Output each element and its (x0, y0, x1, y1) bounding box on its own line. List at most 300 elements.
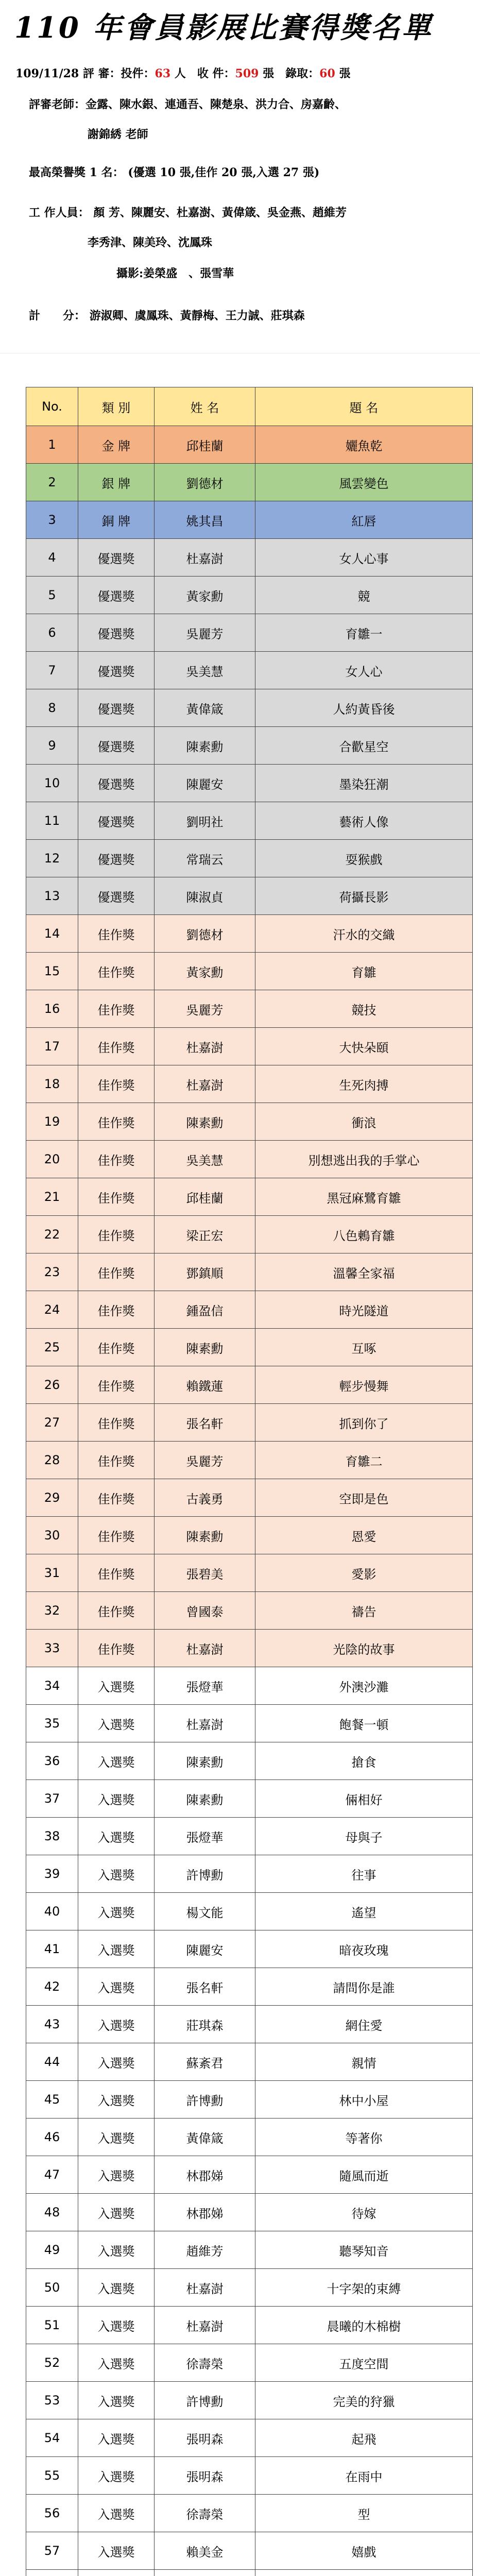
cell-category: 優選獎 (78, 840, 155, 877)
table-row (26, 1554, 473, 1592)
table-row (26, 1141, 473, 1178)
date-judging-label: 109/11/28 評 審：投件： (15, 67, 155, 80)
table-row (26, 2419, 473, 2457)
table-row (26, 1592, 473, 1630)
table-row (26, 1291, 473, 1329)
cell-no: 9 (26, 727, 78, 765)
cell-title: 抓到你了 (255, 1404, 473, 1442)
cell-name: 鍾盈信 (155, 1291, 255, 1329)
cell-category: 佳作獎 (78, 1366, 155, 1404)
cell-category: 佳作獎 (78, 1253, 155, 1291)
cell-title: 風雲變色 (255, 464, 473, 501)
cell-no: 54 (26, 2419, 78, 2457)
cell-title: 待嫁 (255, 2194, 473, 2231)
table-row (26, 877, 473, 915)
table-row (26, 2043, 473, 2081)
table-row (26, 2119, 473, 2156)
cell-category: 佳作獎 (78, 1517, 155, 1554)
table-row (26, 2307, 473, 2344)
cell-no: 18 (26, 1065, 78, 1103)
cell-title: 外澳沙灘 (255, 1667, 473, 1705)
table-row (26, 614, 473, 652)
cell-no: 31 (26, 1554, 78, 1592)
cell-no: 46 (26, 2119, 78, 2156)
cell-category: 入選獎 (78, 2495, 155, 2532)
cell-title: 暗夜玫瑰 (255, 1930, 473, 1968)
cell-no: 55 (26, 2457, 78, 2495)
cell-category: 入選獎 (78, 1818, 155, 1855)
cell-name: 陳麗安 (155, 765, 255, 802)
cell-name: 杜嘉澍 (155, 539, 255, 577)
top-award-detail: (優選 10 張,佳作 20 張,入選 27 張) (128, 166, 320, 179)
table-row (26, 1630, 473, 1667)
cell-title: 人約黃昏後 (255, 689, 473, 727)
table-row (26, 2194, 473, 2231)
cell-category: 入選獎 (78, 2457, 155, 2495)
cell-no: 34 (26, 1667, 78, 1705)
cell-name (155, 2570, 255, 2576)
table-row (26, 2382, 473, 2419)
cell-name: 張名軒 (155, 1968, 255, 2006)
cell-name: 黃家勳 (155, 953, 255, 990)
cell-title: 衝浪 (255, 1103, 473, 1141)
table-row (26, 1855, 473, 1893)
cell-name: 黃偉箴 (155, 2119, 255, 2156)
table-row (26, 1968, 473, 2006)
cell-name: 張燈華 (155, 1667, 255, 1705)
table-row (26, 1667, 473, 1705)
cell-title: 聽琴知音 (255, 2231, 473, 2269)
cell-category: 入選獎 (78, 2119, 155, 2156)
cell-no: 36 (26, 1742, 78, 1780)
cell-title: 汗水的交織 (255, 915, 473, 953)
cell-no: 23 (26, 1253, 78, 1291)
cell-name: 徐壽榮 (155, 2495, 255, 2532)
cell-category: 佳作獎 (78, 915, 155, 953)
table-row (26, 1705, 473, 1742)
cell-name: 張明森 (155, 2419, 255, 2457)
cell-no: 35 (26, 1705, 78, 1742)
header-name: 姓 名 (155, 387, 255, 426)
cell-name: 陳素勳 (155, 1103, 255, 1141)
cell-category: 佳作獎 (78, 1479, 155, 1517)
cell-name: 趙維芳 (155, 2231, 255, 2269)
cell-title: 生死肉搏 (255, 1065, 473, 1103)
cell-no: 41 (26, 1930, 78, 1968)
cell-category: 優選獎 (78, 539, 155, 577)
cell-title: 網住愛 (255, 2006, 473, 2043)
table-row (26, 915, 473, 953)
cell-name: 杜嘉澍 (155, 2269, 255, 2307)
cell-title: 藝術人像 (255, 802, 473, 840)
header-no: No. (26, 387, 78, 426)
cell-category: 優選獎 (78, 689, 155, 727)
header-title: 題 名 (255, 387, 473, 426)
cell-no: 49 (26, 2231, 78, 2269)
table-row (26, 802, 473, 840)
cell-category: 金 牌 (78, 426, 155, 464)
cell-no: 30 (26, 1517, 78, 1554)
cell-name: 劉德材 (155, 915, 255, 953)
staff-names: 顏 芳、陳麗安、杜嘉澍、黃偉箴、吳金燕、趙維芳 (93, 206, 347, 219)
cell-category: 入選獎 (78, 2081, 155, 2119)
cell-category: 入選獎 (78, 1742, 155, 1780)
cell-category: 銅 牌 (78, 501, 155, 539)
award-rows (26, 426, 473, 2576)
cell-category: 佳作獎 (78, 1141, 155, 1178)
cell-name: 曾國泰 (155, 1592, 255, 1630)
cell-category: 佳作獎 (78, 1554, 155, 1592)
cell-no: 14 (26, 915, 78, 953)
cell-title: 競技 (255, 990, 473, 1028)
cell-no: 20 (26, 1141, 78, 1178)
cell-name: 姚其昌 (155, 501, 255, 539)
cell-title: 搶食 (255, 1742, 473, 1780)
table-row (26, 1780, 473, 1818)
cell-no: 47 (26, 2156, 78, 2194)
cell-title: 女人心事 (255, 539, 473, 577)
judges-line: 評審老師：金露、陳水銀、連通吾、陳楚泉、洪力合、房嘉齡、 (29, 98, 347, 111)
cell-no: 27 (26, 1404, 78, 1442)
table-row (26, 1178, 473, 1216)
table-row (26, 1253, 473, 1291)
cell-category: 入選獎 (78, 1930, 155, 1968)
cell-title: 禱告 (255, 1592, 473, 1630)
top-award-line (29, 164, 319, 180)
table-row (26, 1818, 473, 1855)
cell-no: 12 (26, 840, 78, 877)
awards-table (26, 387, 473, 2576)
cell-category: 優選獎 (78, 652, 155, 689)
table-row (26, 577, 473, 614)
cell-name: 劉明社 (155, 802, 255, 840)
cell-no: 57 (26, 2532, 78, 2570)
cell-category: 入選獎 (78, 2307, 155, 2344)
submission-line (15, 65, 350, 81)
cell-title: 八色鶇育雛 (255, 1216, 473, 1253)
cell-category: 佳作獎 (78, 1442, 155, 1479)
cell-category: 入選獎 (78, 2532, 155, 2570)
staff-line-2: 李秀津、陳美玲、沈鳳珠 (88, 236, 213, 249)
cell-category: 佳作獎 (78, 953, 155, 990)
cell-no: 25 (26, 1329, 78, 1366)
staff-line (29, 204, 347, 220)
cell-name: 徐壽榮 (155, 2344, 255, 2382)
cell-title: 溫馨全家福 (255, 1253, 473, 1291)
cell-no: 22 (26, 1216, 78, 1253)
table-header-row (26, 387, 473, 426)
cell-category: 入選獎 (78, 1893, 155, 1930)
cell-name: 林郡娣 (155, 2156, 255, 2194)
cell-category: 佳作獎 (78, 1291, 155, 1329)
cell-title: 往事 (255, 1855, 473, 1893)
cell-title: 合歡星空 (255, 727, 473, 765)
cell-name: 陳素勳 (155, 1329, 255, 1366)
table-row (26, 2457, 473, 2495)
table-row (26, 1028, 473, 1065)
cell-title: 孋魚乾 (255, 426, 473, 464)
table-row (26, 1329, 473, 1366)
table-row (26, 652, 473, 689)
cell-category: 優選獎 (78, 614, 155, 652)
table-row (26, 1103, 473, 1141)
cell-no: 2 (26, 464, 78, 501)
accepted-count: 60 (319, 67, 335, 80)
table-row (26, 2344, 473, 2382)
cell-no: 53 (26, 2382, 78, 2419)
table-row (26, 2081, 473, 2119)
cell-no: 44 (26, 2043, 78, 2081)
judges-line-2: 謝錦綉 老師 (88, 128, 148, 141)
cell-title (255, 2570, 473, 2576)
cell-category: 入選獎 (78, 2231, 155, 2269)
cell-title: 育雛二 (255, 1442, 473, 1479)
table-row (26, 1404, 473, 1442)
table-row (26, 1442, 473, 1479)
cell-name: 林郡娣 (155, 2194, 255, 2231)
cell-name: 陳素勳 (155, 1780, 255, 1818)
cell-title: 請問你是誰 (255, 1968, 473, 2006)
cell-no: 39 (26, 1855, 78, 1893)
cell-name: 杜嘉澍 (155, 1065, 255, 1103)
cell-name: 杜嘉澍 (155, 1028, 255, 1065)
cell-title: 輕步慢舞 (255, 1366, 473, 1404)
table-row (26, 501, 473, 539)
cell-no: 19 (26, 1103, 78, 1141)
cell-name: 吳麗芳 (155, 614, 255, 652)
scoring-line (29, 307, 305, 323)
cell-name: 許博勳 (155, 2081, 255, 2119)
scoring-label: 計 分： (29, 309, 86, 323)
table-row (26, 1742, 473, 1780)
cell-title: 晨曦的木棉樹 (255, 2307, 473, 2344)
cell-name: 張明森 (155, 2457, 255, 2495)
cell-category: 入選獎 (78, 2382, 155, 2419)
table-row (26, 2570, 473, 2576)
cell-name: 吳麗芳 (155, 990, 255, 1028)
cell-name: 邱桂蘭 (155, 1178, 255, 1216)
staff-label: 工 作人員： (29, 206, 90, 219)
cell-name: 常瑞云 (155, 840, 255, 877)
cell-title: 型 (255, 2495, 473, 2532)
cell-name: 蘇紊君 (155, 2043, 255, 2081)
cell-title: 光陰的故事 (255, 1630, 473, 1667)
cell-category: 佳作獎 (78, 1178, 155, 1216)
cell-no: 7 (26, 652, 78, 689)
cell-name: 陳素勳 (155, 727, 255, 765)
cell-title: 育雛 (255, 953, 473, 990)
cell-no: 38 (26, 1818, 78, 1855)
page-title: 110 年會員影展比賽得獎名單 (14, 11, 433, 45)
cell-category: 入選獎 (78, 2006, 155, 2043)
cell-no: 48 (26, 2194, 78, 2231)
cell-category: 入選獎 (78, 1667, 155, 1705)
cell-name: 劉德材 (155, 464, 255, 501)
cell-category: 優選獎 (78, 877, 155, 915)
cell-category: 佳作獎 (78, 1103, 155, 1141)
table-row (26, 840, 473, 877)
photography-line: 攝影:姜榮盛 、張雪華 (116, 267, 234, 280)
cell-no: 40 (26, 1893, 78, 1930)
entrants-unit: 人 收 件： (174, 67, 235, 80)
cell-category: 入選獎 (78, 2344, 155, 2382)
cell-title: 耍猴戲 (255, 840, 473, 877)
cell-no: 33 (26, 1630, 78, 1667)
cell-name: 張碧美 (155, 1554, 255, 1592)
table-row (26, 1479, 473, 1517)
cell-category: 佳作獎 (78, 1630, 155, 1667)
cell-name: 古義勇 (155, 1479, 255, 1517)
cell-no: 11 (26, 802, 78, 840)
cell-title: 墨染狂潮 (255, 765, 473, 802)
cell-name: 梁正宏 (155, 1216, 255, 1253)
cell-category: 入選獎 (78, 2194, 155, 2231)
cell-title: 等著你 (255, 2119, 473, 2156)
table-row (26, 2231, 473, 2269)
entrants-count: 63 (155, 67, 171, 80)
cell-no: 21 (26, 1178, 78, 1216)
cell-no: 17 (26, 1028, 78, 1065)
cell-name: 陳淑貞 (155, 877, 255, 915)
table-row (26, 953, 473, 990)
cell-title: 五度空間 (255, 2344, 473, 2382)
table-row (26, 2156, 473, 2194)
cell-name: 吳美慧 (155, 1141, 255, 1178)
header-category: 類 別 (78, 387, 155, 426)
cell-name: 陳素勳 (155, 1517, 255, 1554)
cell-name: 黃家勳 (155, 577, 255, 614)
table-row (26, 1366, 473, 1404)
cell-title: 荷攝長影 (255, 877, 473, 915)
cell-category: 銀 牌 (78, 464, 155, 501)
cell-title: 時光隧道 (255, 1291, 473, 1329)
table-row (26, 464, 473, 501)
cell-no: 5 (26, 577, 78, 614)
cell-category: 入選獎 (78, 2269, 155, 2307)
cell-title: 大快朵頤 (255, 1028, 473, 1065)
cell-category: 入選獎 (78, 1855, 155, 1893)
cell-title: 隨風而逝 (255, 2156, 473, 2194)
table-row (26, 689, 473, 727)
cell-no: 51 (26, 2307, 78, 2344)
cell-no: 6 (26, 614, 78, 652)
cell-no: 3 (26, 501, 78, 539)
table-row (26, 539, 473, 577)
cell-name: 賴美金 (155, 2532, 255, 2570)
cell-name: 許博勳 (155, 2382, 255, 2419)
received-unit: 張 錄取： (263, 67, 320, 80)
cell-title: 空即是色 (255, 1479, 473, 1517)
received-count: 509 (235, 67, 259, 80)
cell-title: 愛影 (255, 1554, 473, 1592)
table-row (26, 765, 473, 802)
cell-category: 佳作獎 (78, 990, 155, 1028)
cell-title: 別想逃出我的手掌心 (255, 1141, 473, 1178)
cell-no: 10 (26, 765, 78, 802)
cell-no: 1 (26, 426, 78, 464)
cell-name: 吳麗芳 (155, 1442, 255, 1479)
cell-no: 45 (26, 2081, 78, 2119)
cell-category: 佳作獎 (78, 1216, 155, 1253)
cell-category: 優選獎 (78, 802, 155, 840)
top-award-label: 最高榮譽獎 1 名： (29, 166, 124, 179)
cell-title: 紅唇 (255, 501, 473, 539)
cell-title: 恩愛 (255, 1517, 473, 1554)
cell-title: 完美的狩獵 (255, 2382, 473, 2419)
cell-category: 佳作獎 (78, 1404, 155, 1442)
cell-category: 入選獎 (78, 2043, 155, 2081)
cell-name: 陳素勳 (155, 1742, 255, 1780)
cell-name: 許博勳 (155, 1855, 255, 1893)
cell-no: 42 (26, 1968, 78, 2006)
cell-no: 37 (26, 1780, 78, 1818)
cell-category: 入選獎 (78, 2419, 155, 2457)
cell-category: 入選獎 (78, 2156, 155, 2194)
cell-name: 張燈華 (155, 1818, 255, 1855)
scoring-names: 游淑卿、虞鳳珠、黃靜梅、王力誠、莊琪森 (89, 309, 305, 323)
cell-title: 女人心 (255, 652, 473, 689)
cell-no: 52 (26, 2344, 78, 2382)
cell-name: 黃偉箴 (155, 689, 255, 727)
cell-no: 8 (26, 689, 78, 727)
cell-title: 遙望 (255, 1893, 473, 1930)
cell-name: 杜嘉澍 (155, 2307, 255, 2344)
cell-no: 15 (26, 953, 78, 990)
cell-no: 16 (26, 990, 78, 1028)
table-row (26, 1930, 473, 1968)
cell-title: 倆相好 (255, 1780, 473, 1818)
table-row (26, 2495, 473, 2532)
cell-name: 吳美慧 (155, 652, 255, 689)
cell-name: 莊琪森 (155, 2006, 255, 2043)
cell-category: 入選獎 (78, 1705, 155, 1742)
table-row (26, 1216, 473, 1253)
cell-title: 在雨中 (255, 2457, 473, 2495)
cell-category: 佳作獎 (78, 1028, 155, 1065)
cell-category: 優選獎 (78, 727, 155, 765)
table-row (26, 1893, 473, 1930)
cell-title: 母與子 (255, 1818, 473, 1855)
cell-no (26, 2570, 78, 2576)
cell-title: 嬉戲 (255, 2532, 473, 2570)
cell-category: 優選獎 (78, 577, 155, 614)
cell-no: 13 (26, 877, 78, 915)
cell-title: 親情 (255, 2043, 473, 2081)
cell-name: 賴鐵蓮 (155, 1366, 255, 1404)
cell-title: 育雛一 (255, 614, 473, 652)
cell-name: 邱桂蘭 (155, 426, 255, 464)
cell-no: 24 (26, 1291, 78, 1329)
cell-category (78, 2570, 155, 2576)
cell-name: 張名軒 (155, 1404, 255, 1442)
cell-title: 林中小屋 (255, 2081, 473, 2119)
cell-category: 佳作獎 (78, 1065, 155, 1103)
cell-title: 競 (255, 577, 473, 614)
table-row (26, 1065, 473, 1103)
cell-name: 陳麗安 (155, 1930, 255, 1968)
cell-title: 十字架的束縛 (255, 2269, 473, 2307)
cell-name: 杜嘉澍 (155, 1705, 255, 1742)
cell-category: 入選獎 (78, 1780, 155, 1818)
cell-no: 43 (26, 2006, 78, 2043)
table-row (26, 727, 473, 765)
table-row (26, 426, 473, 464)
cell-title: 互啄 (255, 1329, 473, 1366)
cell-title: 黑冠麻鷺育雛 (255, 1178, 473, 1216)
table-row (26, 2006, 473, 2043)
cell-no: 26 (26, 1366, 78, 1404)
accepted-unit: 張 (339, 67, 351, 80)
